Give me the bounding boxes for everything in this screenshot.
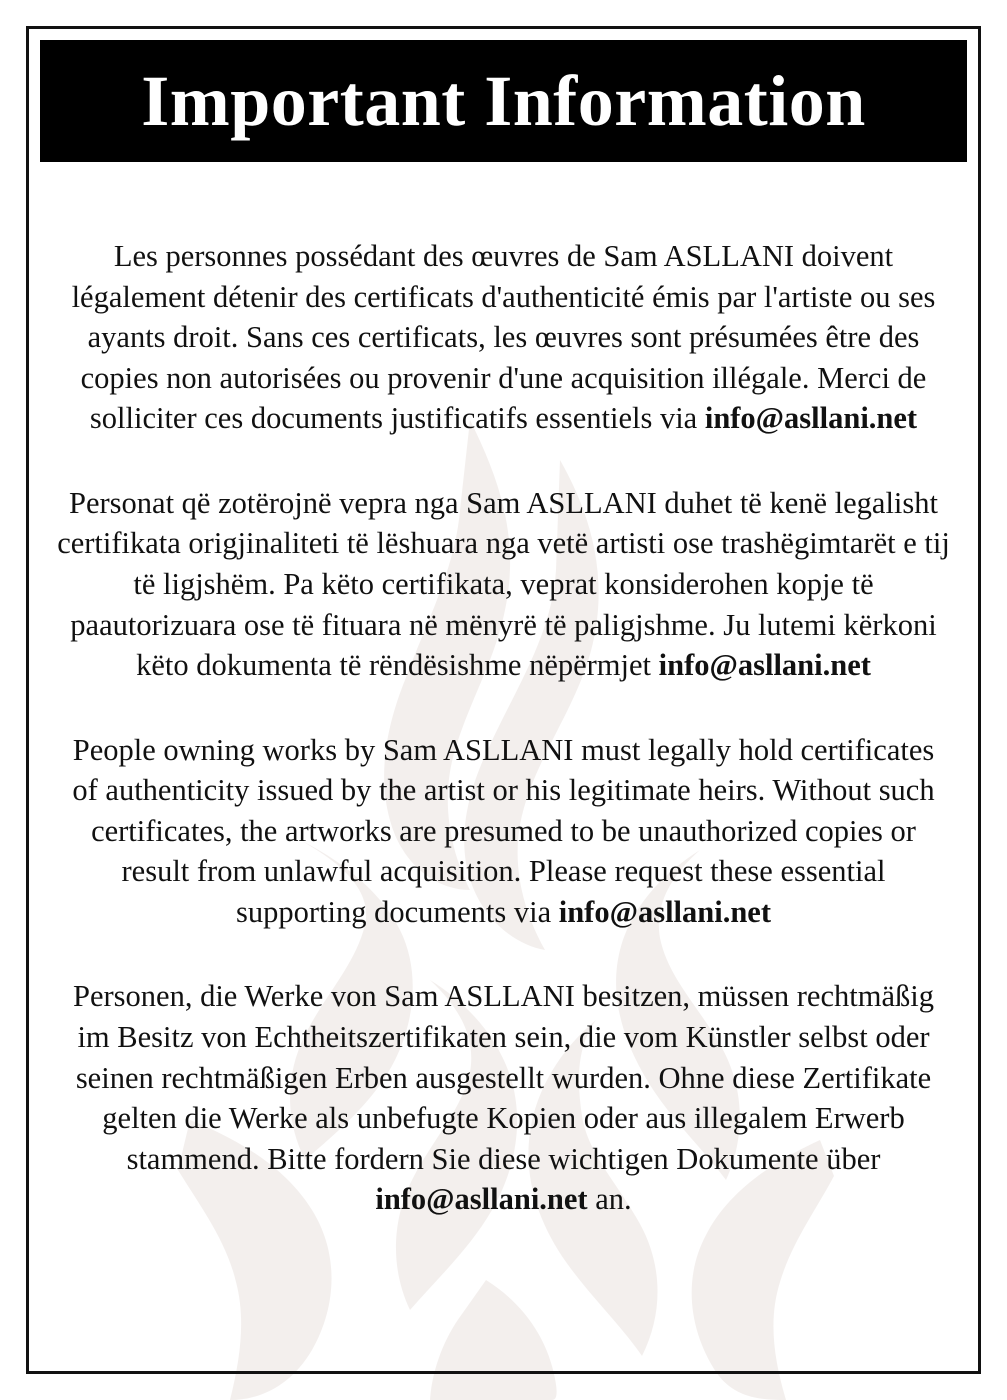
paragraph-english xyxy=(56,730,951,933)
paragraph-albanian xyxy=(56,483,951,686)
document-content xyxy=(33,33,974,1367)
contact-email-french[interactable]: info@asllani.net xyxy=(704,401,918,436)
paragraph-list xyxy=(40,236,967,1220)
contact-email-german[interactable]: info@asllani.net xyxy=(375,1182,588,1217)
title-banner xyxy=(40,40,967,162)
page-title: Important Information xyxy=(141,61,866,141)
paragraph-german-text: Personen, die Werke von Sam ASLLANI besitzen, müssen rechtmäßig im Besitz von Echtheitszertifikaten sein, die vom Künstler selbst oder seinen rechtmäßigen Erben ausgestellt wurden. Ohne diese Zertifikate gelten die Werke als unbefugte Kopien oder aus illegalem Erwerb stammend. Bitte fordern Sie diese wichtigen Dokumente über xyxy=(73,979,934,1176)
contact-email-english[interactable]: info@asllani.net xyxy=(558,894,771,929)
paragraph-french xyxy=(56,236,951,439)
paragraph-german-text-end: an. xyxy=(587,1182,632,1217)
paragraph-german xyxy=(56,976,951,1219)
contact-email-albanian[interactable]: info@asllani.net xyxy=(658,648,871,683)
paragraph-albanian-text: Personat që zotërojnë vepra nga Sam ASLLANI duhet të kenë legalisht certifikata origjinaliteti të lëshuara nga vetë artisti ose trashëgimtarët e tij të ligjshëm. Pa këto certifikata, veprat konsiderohen kopje të paautorizuara ose të fituara në mënyrë të paligjshme. Ju lutemi kërkoni këto dokumenta të rëndësishme nëpërmjet xyxy=(57,485,950,683)
paragraph-english-text: People owning works by Sam ASLLANI must legally hold certificates of authenticity issued by the artist or his legitimate heirs. Without such certificates, the artworks are presumed to be unauthorized copies or result from unlawful acquisition. Please request these essential supporting documents via xyxy=(72,732,935,929)
paragraph-french-text: Les personnes possédant des œuvres de Sam ASLLANI doivent légalement détenir des certificats d'authenticité émis par l'artiste ou ses ayants droit. Sans ces certificats, les œuvres sont présumées être des copies non autorisées ou provenir d'une acquisition illégale. Merci de solliciter ces documents justificatifs essentiels via xyxy=(71,239,936,436)
